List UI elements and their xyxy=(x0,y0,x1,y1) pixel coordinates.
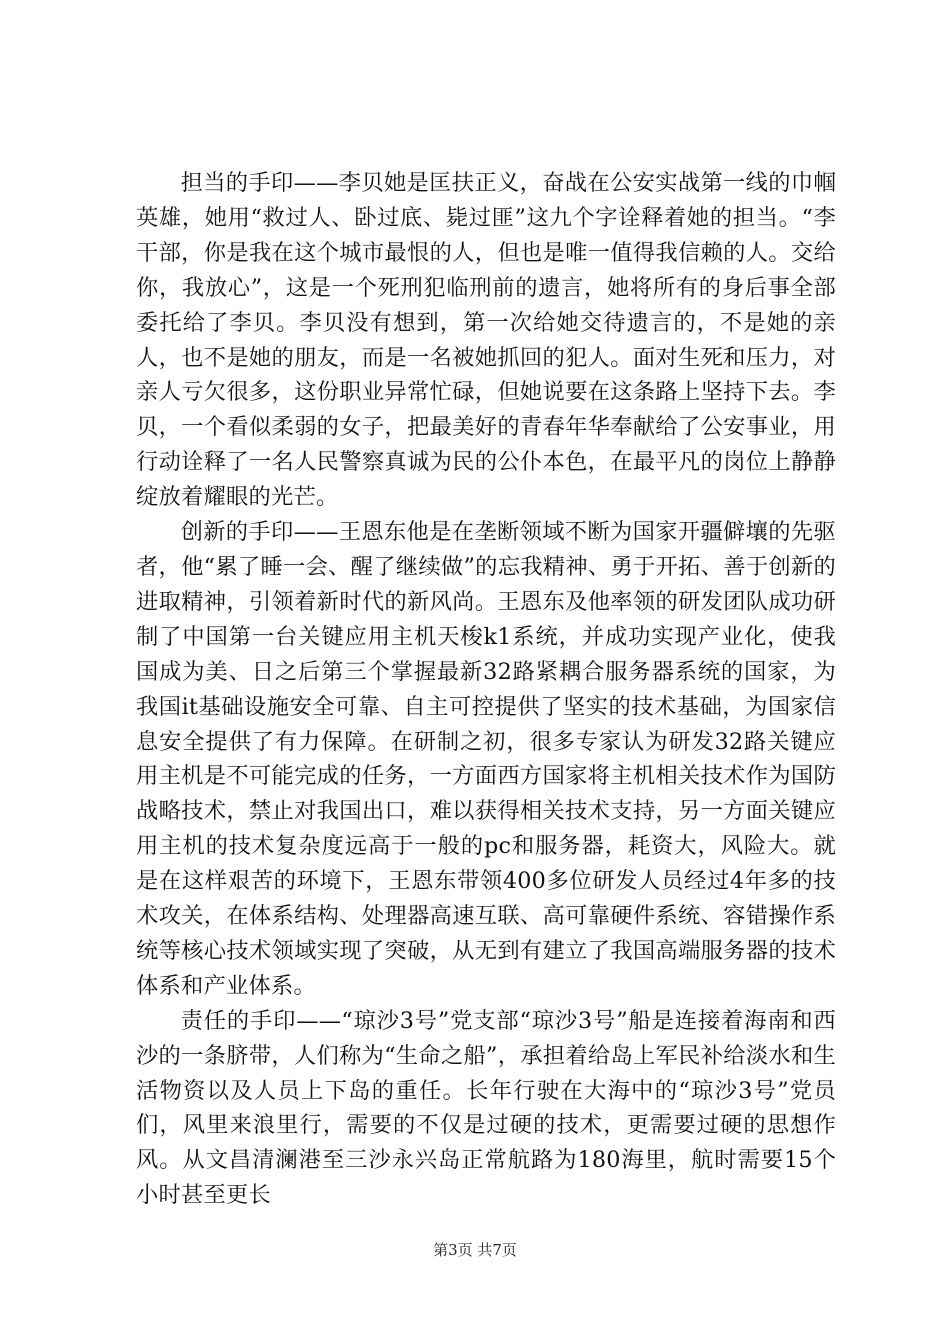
document-body xyxy=(136,166,836,1213)
paragraph-li-bei: 担当的手印——李贝她是匡扶正义，奋战在公安实战第一线的巾帼英雄，她用“救过人、卧过底、毙过匪”这九个字诠释着她的担当。“李干部，你是我在这个城市最恨的人，但也是唯一值得我信赖的人。交给你，我放心”，这是一个死刑犯临刑前的遗言，她将所有的身后事全部委托给了李贝。李贝没有想到，第一次给她交待遗言的，不是她的亲人，也不是她的朋友，而是一名被她抓回的犯人。面对生死和压力，对亲人亏欠很多，这份职业异常忙碌，但她说要在这条路上坚持下去。李贝，一个看似柔弱的女子，把最美好的青春年华奉献给了公安事业，用行动诠释了一名人民警察真诚为民的公仆本色，在最平凡的岗位上静静绽放着耀眼的光芒。 xyxy=(136,170,836,511)
paragraph-qiongsha-3: 责任的手印——“琼沙3号”党支部“琼沙3号”船是连接着海南和西沙的一条脐带，人们称为“生命之船”，承担着给岛上军民补给淡水和生活物资以及人员上下岛的重任。长年行驶在大海中的“琼沙3号”党员们，风里来浪里行，需要的不仅是过硬的技术，更需要过硬的思想作风。从文昌清澜港至三沙永兴岛正常航路为180海里，航时需要15个小时甚至更长 xyxy=(136,1007,836,1209)
page-footer: 第3页 共7页 xyxy=(433,1241,517,1259)
paragraph-wang-endong: 创新的手印——王恩东他是在垄断领域不断为国家开疆僻壤的先驱者，他“累了睡一会、醒了继续做”的忘我精神、勇于开拓、善于创新的进取精神，引领着新时代的新风尚。王恩东及他率领的研发团队成功研制了中国第一台关键应用主机天梭k1系统，并成功实现产业化，使我国成为美、日之后第三个掌握最新32路紧耦合服务器系统的国家，为我国it基础设施安全可靠、自主可控提供了坚实的技术基础，为国家信息安全提供了有力保障。在研制之初，很多专家认为研发32路关键应用主机是不可能完成的任务，一方面西方国家将主机相关技术作为国防战略技术，禁止对我国出口，难以获得相关技术支持，另一方面关键应用主机的技术复杂度远高于一般的pc和服务器，耗资大，风险大。就是在这样艰苦的环境下，王恩东带领400多位研发人员经过4年多的技术攻关，在体系结构、处理器高速互联、高可靠硬件系统、容错操作系统等核心技术领域实现了突破，从无到有建立了我国高端服务器的技术体系和产业体系。 xyxy=(136,519,836,999)
